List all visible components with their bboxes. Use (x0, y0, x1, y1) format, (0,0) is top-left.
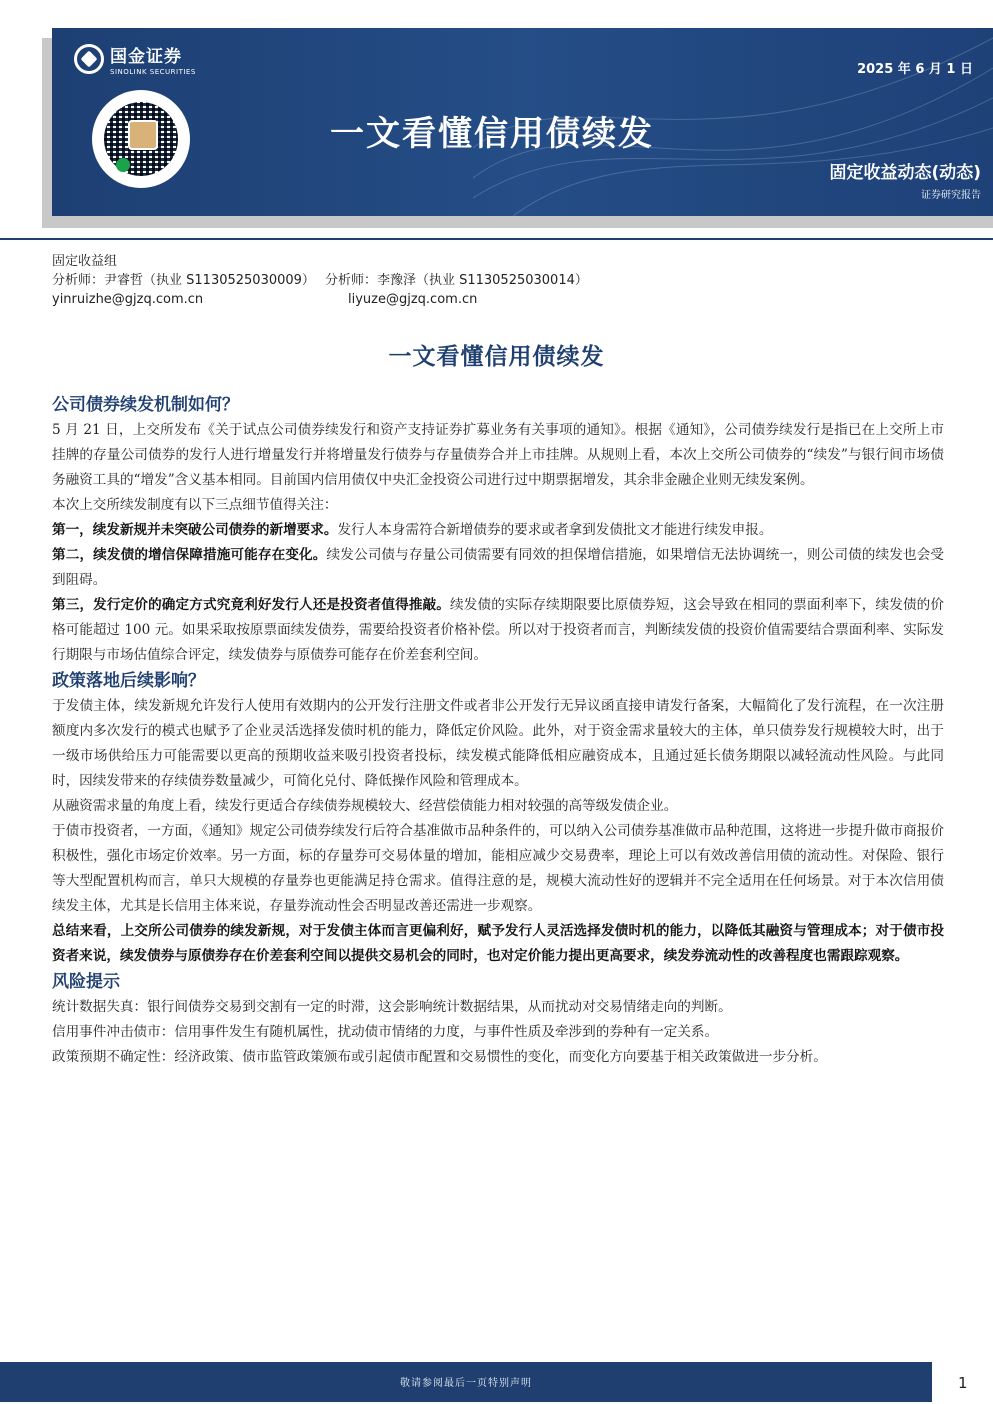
logo-name-cn: 国金证券 (110, 47, 182, 67)
analyst1-email[interactable]: yinruizhe@gjzq.com.cn (52, 292, 204, 307)
paragraph: 于发债主体，续发新规允许发行人使用有效期内的公开发行注册文件或者非公开发行无异议函直接申请发行备案，大幅简化了发行流程，在一次注册额度内多次发行的模式也赋予了企业灵活选择发债时机的能力，降低定价风险。此外，对于资金需求量较大的主体，单只债券发行规模较大时，出于一级市场供给压力可能需要以更高的预期收益来吸引投资者投标，续发模式能降低相应融资成本，且通过延长债务期限以减轻流动性风险。与此同时，因续发带来的存续债券数量减少，可简化兑付、降低操作风险和管理成本。 (52, 698, 944, 789)
paragraph: 政策预期不确定性：经济政策、债市监管政策颁布或引起债市配置和交易惯性的变化，而变化方向要基于相关政策做进一步分析。 (52, 1049, 827, 1065)
analyst1-label: 分析师： (52, 273, 105, 288)
analyst1-name: 尹睿哲（执业 S1130525030009） (104, 273, 315, 288)
research-group: 固定收益组 (52, 254, 118, 269)
analyst2-name: 李豫泽（执业 S1130525030014） (376, 273, 588, 288)
report-body (52, 392, 944, 1070)
paragraph: 第二，续发债的增信保障措施可能存在变化。续发公司债与存量公司债需要有同效的担保增信措施，如果增信无法协调统一，则公司债的续发也会受到阻碍。 (52, 547, 945, 588)
section-heading-risk: 风险提示 (52, 972, 120, 992)
paragraph: 统计数据失真：银行间债券交易到交割有一定的时滞，这会影响统计数据结果，从而扰动对交易情绪走向的判断。 (52, 999, 732, 1015)
footer-disclaimer: 敬请参阅最后一页特别声明 (400, 1378, 532, 1389)
header-divider (0, 238, 993, 240)
summary-paragraph: 总结来看，上交所公司债券的续发新规，对于发债主体而言更偏利好，赋予发行人灵活选择发债时机的能力，以降低其融资与管理成本；对于债市投资者来说，续发债券与原债券存在价差套利空间以提供交易机会的同时，也对定价能力提出更高要求，续发券流动性的改善程度也需跟踪观察。 (52, 923, 944, 964)
banner-title: 一文看懂信用债续发 (330, 114, 654, 154)
paragraph: 本次上交所续发制度有以下三点细节值得关注： (52, 497, 338, 513)
analyst-line (52, 271, 588, 290)
paragraph: 信用事件冲击债市：信用事件发生有随机属性，扰动债市情绪的力度，与事件性质及牵涉到的券种有一定关系。 (52, 1024, 719, 1040)
logo-name-en: SINOLINK SECURITIES (110, 68, 196, 76)
section-heading-mechanism: 公司债券续发机制如何？ (52, 395, 239, 415)
paragraph: 于债市投资者，一方面，《通知》规定公司债券续发行后符合基准做市品种条件的，可以纳入公司债券基准做市品种范围，这将进一步提升做市商报价积极性，强化市场定价效率。另一方面，标的存量券可交易体量的增加，能相应减少交易费率，理论上可以有效改善信用债的流动性。对保险、银行等大型配置机构而言，单只大规模的存量券也更能满足持仓需求。值得注意的是，规模大流动性好的逻辑并不完全适用在任何场景。对于本次信用债续发主体，尤其是长信用主体来说，存量券流动性会否明显改善还需进一步观察。 (52, 823, 944, 914)
company-logo (74, 42, 196, 76)
report-date: 2025 年 6 月 1 日 (857, 62, 973, 77)
paragraph: 5 月 21 日，上交所发布《关于试点公司债券续发行和资产支持证券扩募业务有关事项的通知》。根据《通知》，公司债券续发行是指已在上交所上市挂牌的存量公司债券的发行人进行增量发行并将增量发行债券与存量债券合并上市挂牌。从规则上看，本次上交所公司债券的“续发”与银行间市场债务融资工具的“增发”含义基本相同。目前国内信用债仅中央汇金投资公司进行过中期票据增发，其余非金融企业则无续发案例。 (52, 422, 944, 488)
analyst2-email[interactable]: liyuze@gjzq.com.cn (348, 292, 478, 307)
page-number: 1 (958, 1374, 968, 1392)
analyst2-label: 分析师： (324, 273, 377, 288)
paragraph: 从融资需求量的角度上看，续发行更适合存续债券规模较大、经营偿债能力相对较强的高等级发债企业。 (52, 798, 678, 814)
qr-code-icon (92, 90, 190, 188)
logo-mark-icon (74, 44, 104, 74)
paragraph: 第三，发行定价的确定方式究竟利好发行人还是投资者值得推敲。续发债的实际存续期限要比原债券短，这会导致在相同的票面利率下，续发债的价格可能超过 100 元。如果采取按原票面续发债券，需要给投资者价格补偿。所以对于投资者而言，判断续发债的投资价值需要结合票面利率、实际发行期限与市场估值综合评定，续发债券与原债券可能存在价差套利空间。 (52, 597, 945, 663)
paragraph-lead: 第三，发行定价的确定方式究竟利好发行人还是投资者值得推敲。 (52, 597, 451, 613)
section-heading-impact: 政策落地后续影响？ (52, 671, 205, 691)
paragraph: 第一，续发新规并未突破公司债券的新增要求。发行人本身需符合新增债券的要求或者拿到发债批文才能进行续发申报。 (52, 522, 773, 538)
report-category: 证券研究报告 (921, 190, 981, 201)
analyst-info (52, 252, 588, 309)
paragraph-lead: 第二，续发债的增信保障措施可能存在变化。 (52, 547, 327, 563)
report-banner (52, 28, 993, 216)
report-type: 固定收益动态(动态) (829, 163, 981, 183)
paragraph-lead: 第一，续发新规并未突破公司债券的新增要求。 (52, 522, 338, 538)
document-title: 一文看懂信用债续发 (388, 344, 605, 370)
